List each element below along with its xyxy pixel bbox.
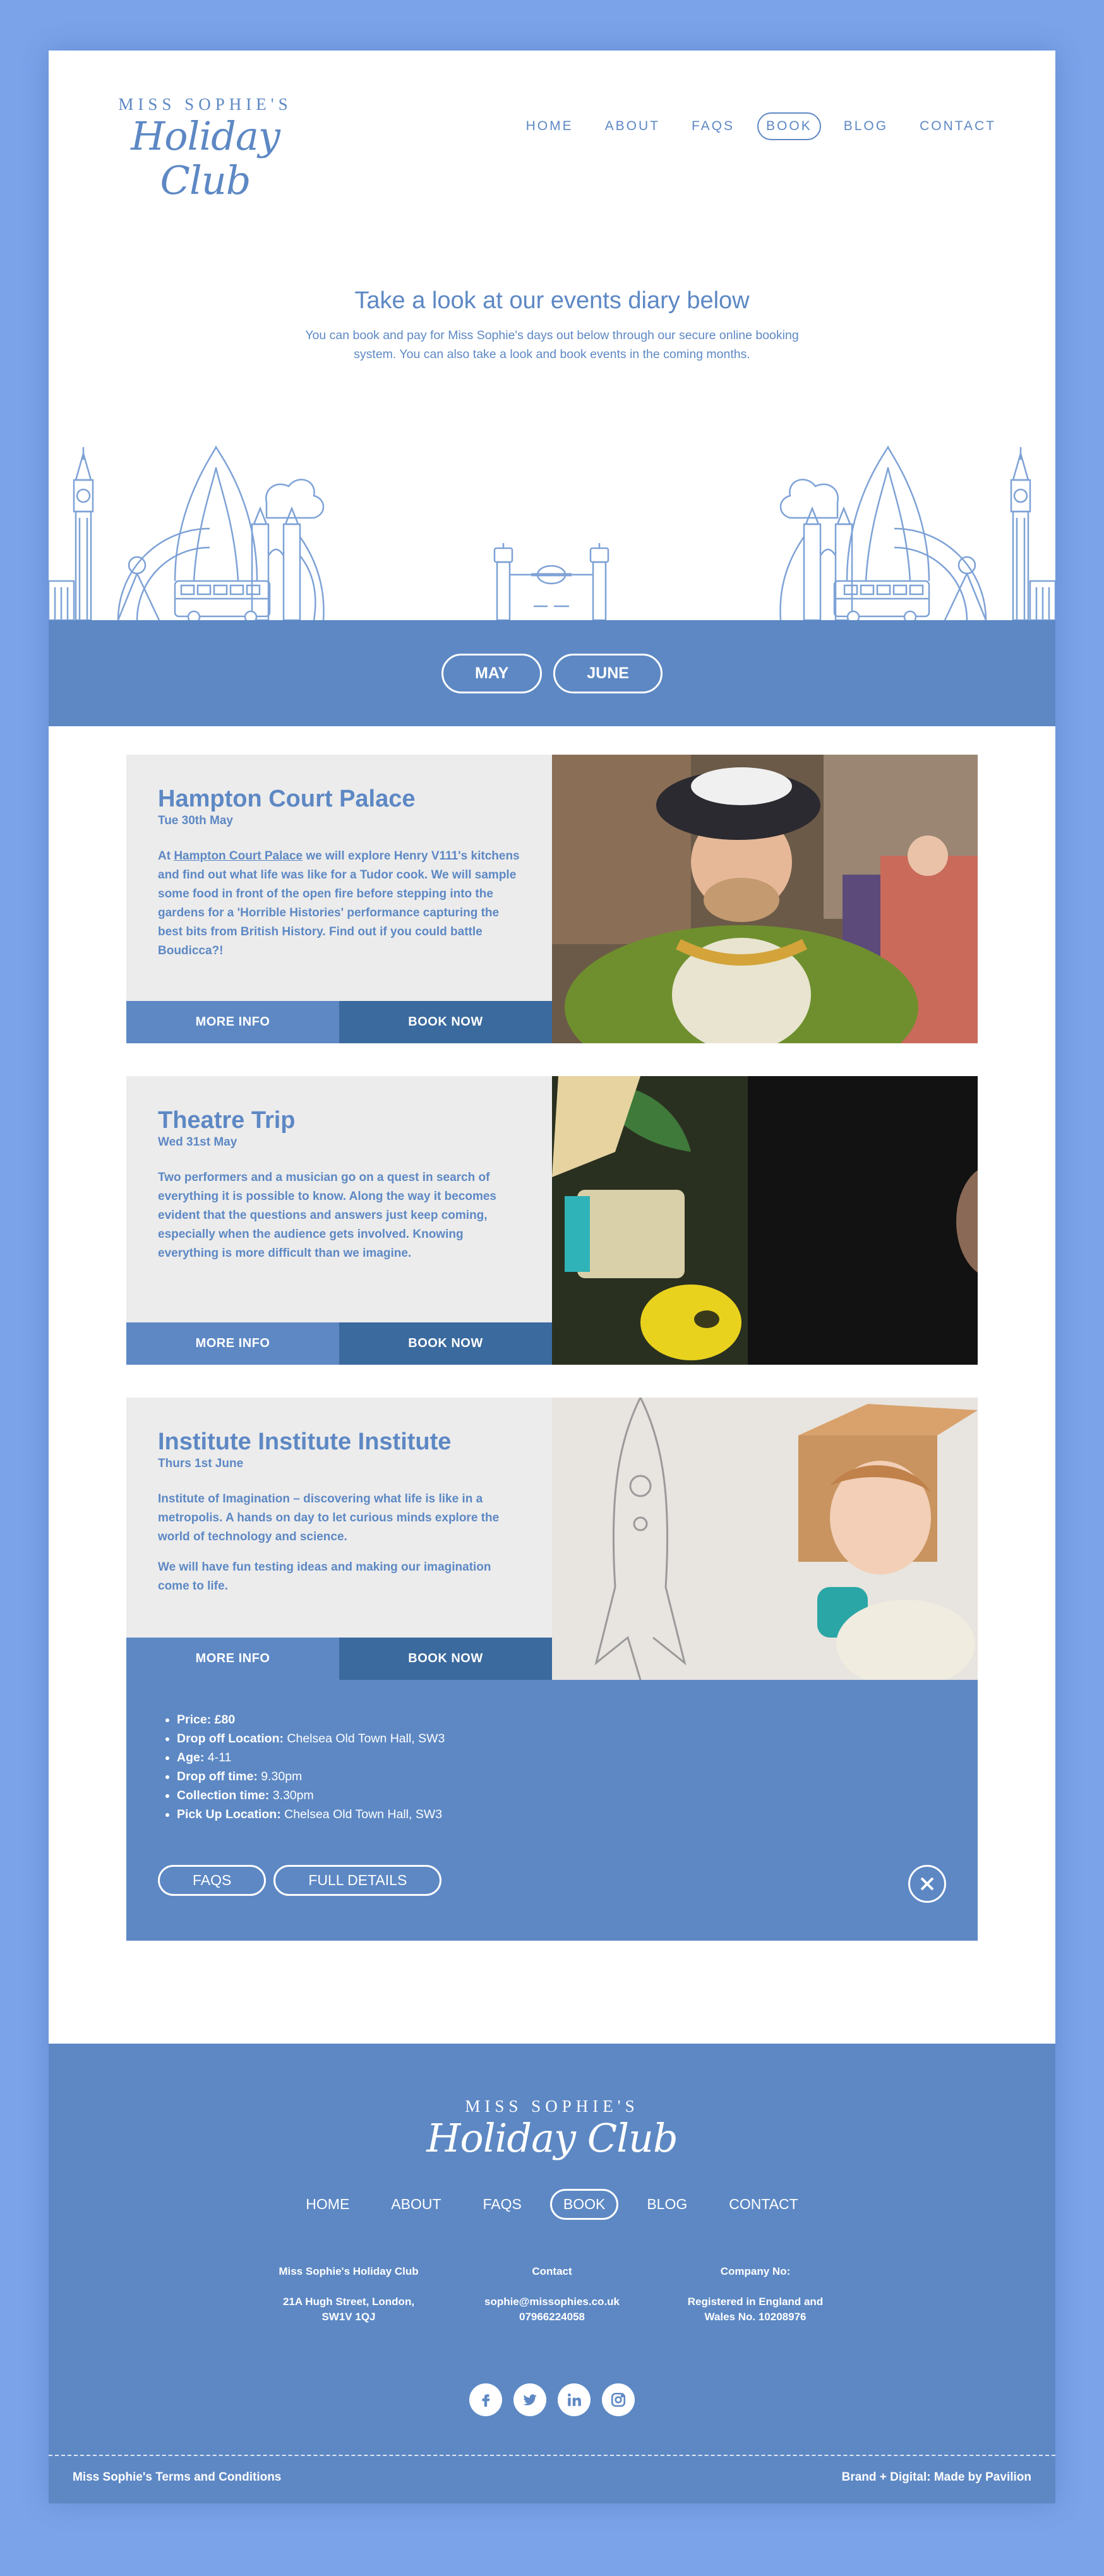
event-details-panel: [126, 1680, 978, 1941]
footer-nav: [49, 2189, 1055, 2220]
intro-title: Take a look at our events diary below: [354, 287, 750, 314]
detail-item: • Pick Up Location: Chelsea Old Town Hall, SW3: [177, 1805, 946, 1824]
detail-item: • Drop off time: 9.30pm: [177, 1767, 946, 1786]
henry-viii-photo: [552, 755, 978, 1043]
footer-info-columns: [260, 2264, 844, 2325]
event-card-institute: [126, 1398, 978, 1680]
instagram-icon[interactable]: [602, 2383, 635, 2416]
agency-credit-link[interactable]: Brand + Digital: Made by Pavilion: [841, 2471, 1031, 2484]
event-date: Tue 30th May: [158, 814, 233, 827]
theatre-photo: [552, 1076, 978, 1365]
event-description: [158, 1168, 520, 1263]
footer-logo-big: Holiday Club: [426, 2115, 678, 2161]
footer-phone[interactable]: 07966224058: [519, 2311, 585, 2323]
hampton-court-link[interactable]: Hampton Court Palace: [174, 849, 303, 863]
underground-station: [495, 543, 608, 620]
event-title: Theatre Trip: [158, 1107, 296, 1134]
event-card-hampton: [126, 755, 978, 1043]
footer-logo-small: MISS SOPHIE'S: [465, 2097, 639, 2116]
event-description-text: Institute of Imagination – discovering what life is like in a metropolis. A hands on day to let curious minds explore the world of technology and science.: [158, 1492, 500, 1543]
footer-divider: [49, 2455, 1055, 2456]
london-eye-left: [118, 529, 210, 620]
bus-left: [175, 581, 270, 620]
event-description-text-2: We will have fun testing ideas and making our imagination come to life.: [158, 1561, 491, 1593]
gherkin-left: [175, 447, 257, 581]
more-info-button[interactable]: MORE INFO: [126, 1001, 339, 1043]
facebook-icon[interactable]: [469, 2383, 502, 2416]
footer-nav-contact[interactable]: CONTACT: [729, 2196, 798, 2212]
footer-nav-blog[interactable]: BLOG: [647, 2196, 688, 2212]
event-details-list: [177, 1710, 946, 1824]
desc-text-pre: At: [158, 849, 174, 863]
footer-email-link[interactable]: sophie@missophies.co.uk: [484, 2296, 620, 2308]
book-now-button[interactable]: BOOK NOW: [339, 1638, 552, 1680]
month-may-button[interactable]: MAY: [441, 654, 542, 693]
twitter-icon[interactable]: [513, 2383, 546, 2416]
terms-link[interactable]: Miss Sophie's Terms and Conditions: [73, 2471, 282, 2484]
event-actions: [126, 1322, 552, 1365]
site-logo[interactable]: [85, 95, 325, 203]
month-june-button[interactable]: JUNE: [553, 654, 663, 693]
event-title: Hampton Court Palace: [158, 786, 416, 812]
detail-item: • Age: 4-11: [177, 1748, 946, 1767]
event-date: Thurs 1st June: [158, 1457, 244, 1470]
london-skyline-illustration: [49, 429, 1055, 620]
main-nav: [517, 112, 1005, 140]
more-info-button[interactable]: MORE INFO: [126, 1322, 339, 1365]
site-header: [49, 51, 1055, 203]
footer-nav-home[interactable]: HOME: [306, 2196, 350, 2212]
detail-item: • Collection time: 3.30pm: [177, 1786, 946, 1805]
imagination-photo: [552, 1398, 978, 1680]
logo-big-text: Holiday Club: [131, 113, 280, 203]
social-links: [49, 2383, 1055, 2416]
nav-book[interactable]: BOOK: [757, 112, 821, 140]
footer-nav-faqs[interactable]: FAQS: [483, 2196, 522, 2212]
book-now-button[interactable]: BOOK NOW: [339, 1001, 552, 1043]
event-description-text: Two performers and a musician go on a quest in search of everything it is possible to know. Along the way it becomes evident that the questions and answers just keep coming, especially when the audience gets involved. Knowing everything is more difficult than we imagine.: [158, 1171, 496, 1260]
footer-nav-book[interactable]: BOOK: [550, 2189, 618, 2220]
footer-logo[interactable]: [49, 2097, 1055, 2160]
close-icon[interactable]: [908, 1865, 946, 1903]
skyline-right-group: [780, 447, 1055, 620]
nav-home[interactable]: HOME: [525, 119, 573, 133]
event-info: [126, 755, 552, 1001]
nav-about[interactable]: ABOUT: [604, 119, 660, 133]
event-card-theatre: [126, 1076, 978, 1365]
site-footer: [49, 2044, 1055, 2503]
event-actions: [126, 1001, 552, 1043]
full-details-button[interactable]: FULL DETAILS: [273, 1865, 441, 1896]
event-date: Wed 31st May: [158, 1135, 237, 1149]
month-selector: [49, 620, 1055, 726]
event-actions: [126, 1638, 552, 1680]
details-actions: [158, 1865, 441, 1896]
event-info: [126, 1076, 552, 1322]
detail-item: • Price: £80: [177, 1710, 946, 1729]
intro-section: [49, 287, 1055, 364]
footer-contact: Contact sophie@missophies.co.uk 07966224058: [464, 2264, 640, 2325]
footer-company: Company No: Registered in England and Wales No. 10208976: [687, 2265, 824, 2323]
footer-address: Miss Sophie's Holiday Club 21A Hugh Street, London, SW1V 1QJ: [279, 2265, 419, 2323]
desc-text-post: we will explore Henry V111's kitchens and find out what life was like for a Tudor cook. We will sample some food in front of the open fire before stepping into the gardens for a 'Horrible Histories' performance capturing the best bits from British History. Find out if you could battle Boudicca?!: [158, 849, 520, 957]
event-info: [126, 1398, 552, 1638]
linkedin-icon[interactable]: [558, 2383, 591, 2416]
big-ben-left: [49, 447, 93, 620]
footer-nav-about[interactable]: ABOUT: [391, 2196, 441, 2212]
book-now-button[interactable]: BOOK NOW: [339, 1322, 552, 1365]
event-description: [158, 847, 520, 961]
event-title: Institute Institute Institute: [158, 1429, 452, 1455]
footer-bottom-bar: [49, 2471, 1055, 2484]
detail-item: • Drop off Location: Chelsea Old Town Hall, SW3: [177, 1729, 946, 1748]
faqs-button[interactable]: FAQS: [158, 1865, 266, 1896]
event-description: [158, 1490, 520, 1596]
nav-contact[interactable]: CONTACT: [920, 119, 996, 133]
intro-text: You can book and pay for Miss Sophie's days out below through our secure online booking system. You can also take a look and book events in the coming months.: [305, 328, 799, 361]
nav-faqs[interactable]: FAQS: [691, 119, 735, 133]
nav-blog[interactable]: BLOG: [843, 119, 889, 133]
logo-small-text: MISS SOPHIE'S: [118, 95, 292, 114]
page-container: [49, 51, 1055, 2503]
more-info-button[interactable]: MORE INFO: [126, 1638, 339, 1680]
